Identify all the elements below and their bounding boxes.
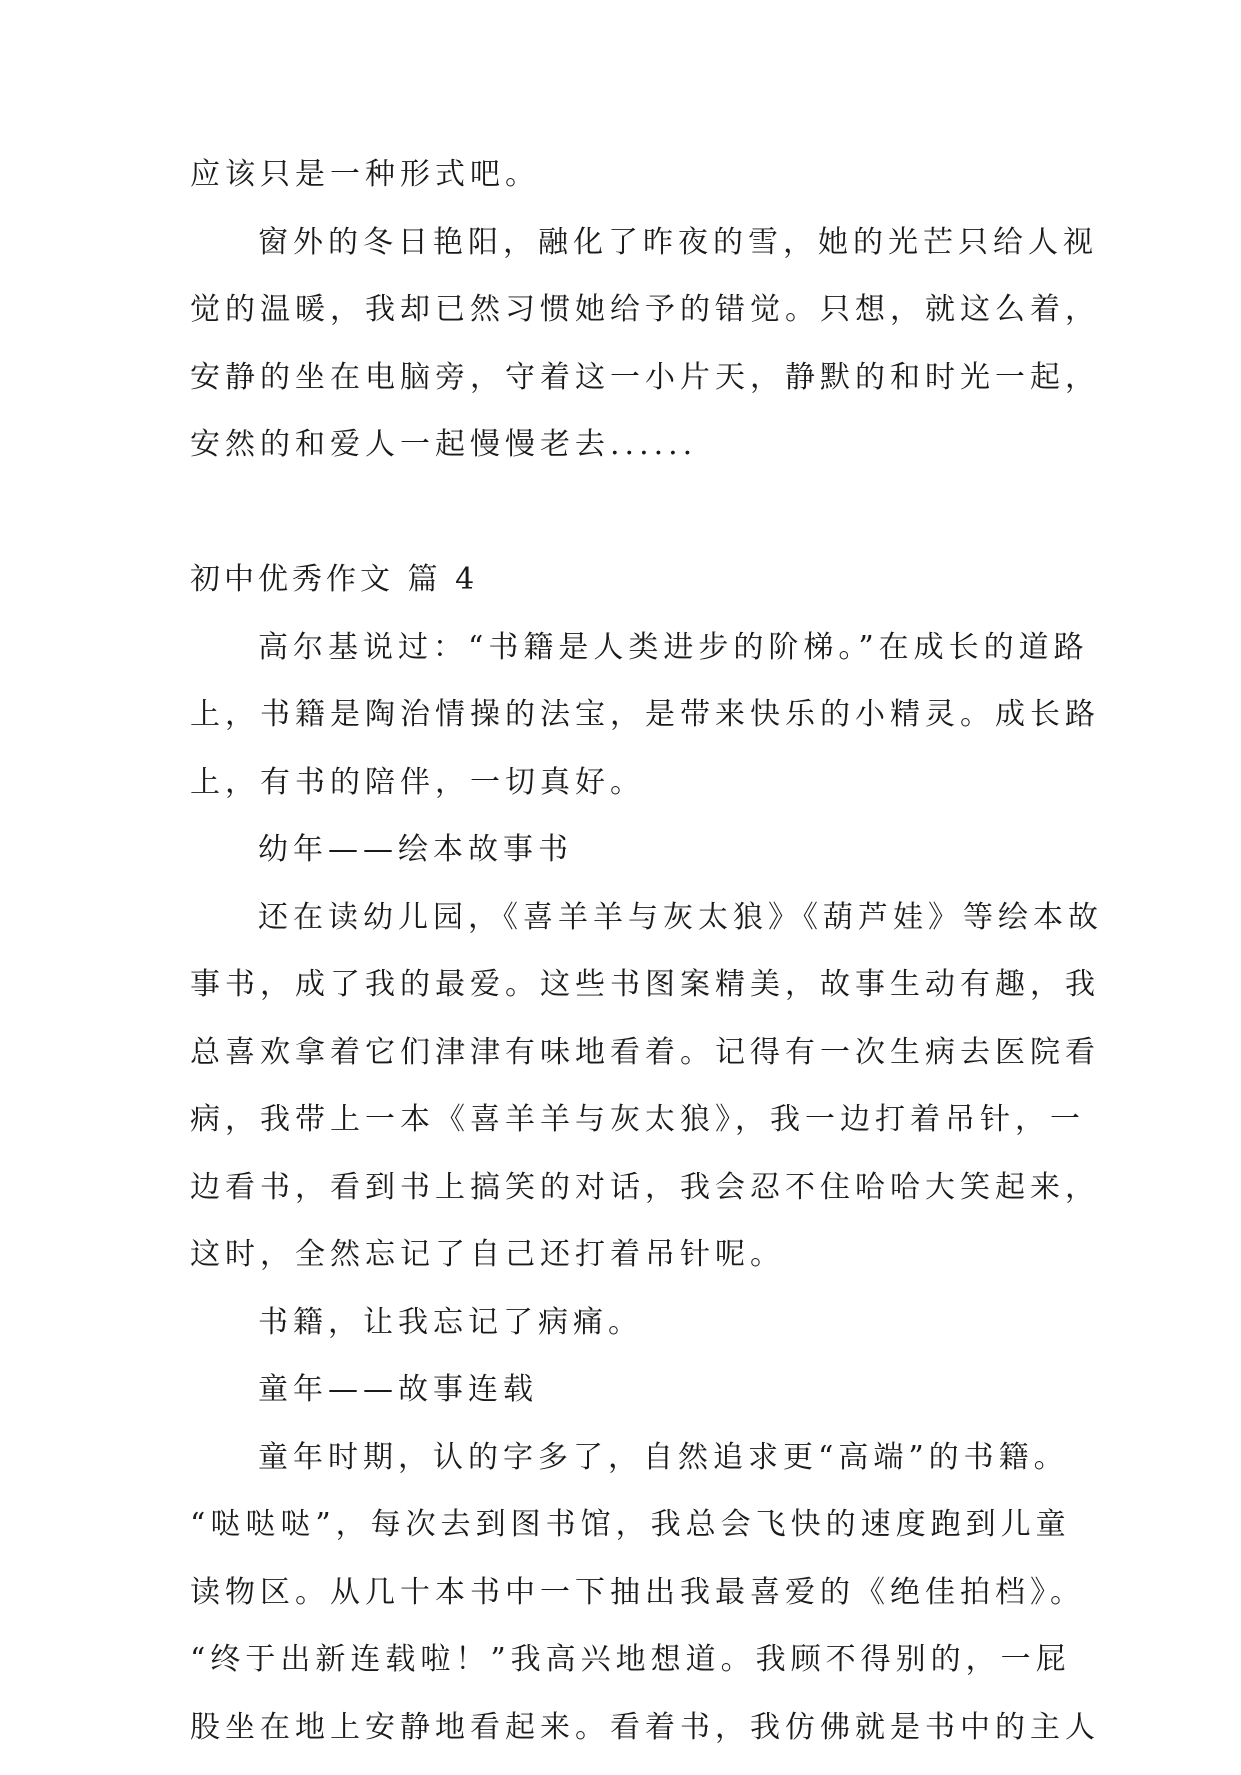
text-line: 觉的温暖，我却已然习惯她给予的错觉。只想，就这么着， (190, 292, 1100, 327)
text-line: 上，书籍是陶治情操的法宝，是带来快乐的小精灵。成长路 (190, 697, 1100, 732)
text-line: 病，我带上一本《喜羊羊与灰太狼》，我一边打着吊针，一 (190, 1102, 1085, 1137)
text-line: 还在读幼儿园，《喜羊羊与灰太狼》《葫芦娃》等绘本故 (258, 899, 1103, 935)
text-line: 股坐在地上安静地看起来。看着书，我仿佛就是书中的主人 (190, 1709, 1100, 1745)
text-line: “哒哒哒”，每次去到图书馆，我总会飞快的速度跑到儿童 (190, 1507, 1071, 1542)
text-line: 这时，全然忘记了自己还打着吊针呢。 (190, 1237, 785, 1272)
section-heading: 初中优秀作文 篇 4 (190, 562, 479, 597)
text-line: 应该只是一种形式吧。 (190, 157, 540, 192)
text-line: 窗外的冬日艳阳，融化了昨夜的雪，她的光芒只给人视 (258, 224, 1098, 260)
text-line: 上，有书的陪伴，一切真好。 (190, 764, 645, 800)
text-line: 边看书，看到书上搞笑的对话，我会忍不住哈哈大笑起来， (190, 1169, 1100, 1205)
subheading-line: 童年——故事连载 (258, 1372, 538, 1407)
subheading-line: 幼年——绘本故事书 (258, 832, 573, 867)
text-line: 安然的和爱人一起慢慢老去...... (190, 427, 698, 462)
text-line: 书籍，让我忘记了病痛。 (258, 1304, 643, 1340)
text-line: 童年时期，认的字多了，自然追求更“高端”的书籍。 (258, 1439, 1069, 1475)
text-line: 高尔基说过：“书籍是人类进步的阶梯。”在成长的道路 (258, 629, 1089, 665)
text-line: 总喜欢拿着它们津津有味地看着。记得有一次生病去医院看 (190, 1034, 1100, 1070)
text-line: “终于出新连载啦！”我高兴地想道。我顾不得别的，一屁 (190, 1642, 1071, 1677)
text-line: 安静的坐在电脑旁，守着这一小片天，静默的和时光一起， (190, 359, 1100, 395)
text-line: 读物区。从几十本书中一下抽出我最喜爱的《绝佳拍档》。 (190, 1574, 1085, 1610)
document-page (190, 155, 1103, 1775)
text-line: 事书，成了我的最爱。这些书图案精美，故事生动有趣，我 (190, 967, 1100, 1002)
